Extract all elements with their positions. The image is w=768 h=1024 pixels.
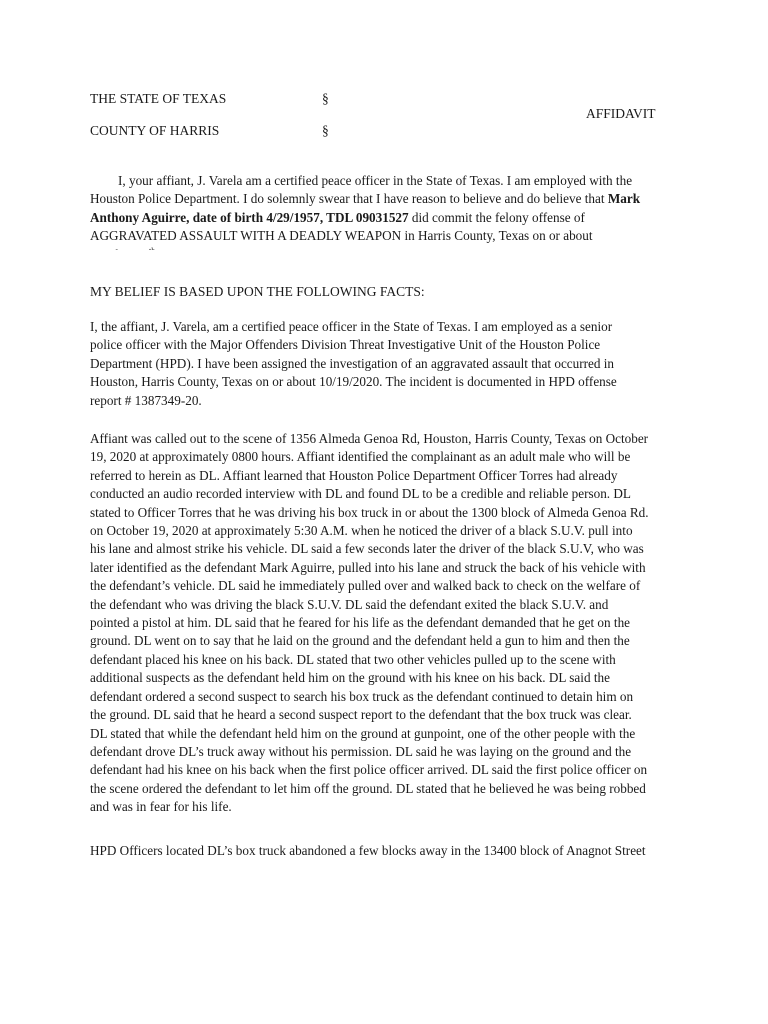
paragraph-line: later identified as the defendant Mark Aguirre, pulled into his lane and struck the back of his vehicle with [90,559,646,575]
intro-line [90,209,682,227]
intro-text: did commit the felony offense of [408,209,585,225]
section-mark-1: § [322,91,329,106]
paragraph-line: DL stated that while the defendant held him on the ground at gunpoint, one of the other people with the [90,725,636,741]
caption-state: THE STATE OF TEXAS [90,91,227,106]
intro-line: AGGRAVATED ASSAULT WITH A DEADLY WEAPON in Harris County, Texas on or about [90,228,593,244]
intro-line [90,190,682,208]
paragraph-line: defendant had his knee on his back when the first police officer arrived. DL said the first police officer on [90,762,648,778]
paragraph-line: the defendant who was driving the black S.U.V. DL said the defendant exited the black S.U.V. and [90,596,609,612]
paragraph-line: defendant drove DL’s truck away without his permission. DL said he was laying on the ground and the [90,743,632,759]
facts-paragraph-2 [90,430,682,817]
paragraph-line: the ground. DL said that he heard a second suspect report to the defendant that the box truck was clear. [90,707,632,723]
paragraph-line: defendant ordered a second suspect to search his box truck as the defendant continued to detain him on [90,688,634,704]
paragraph-line: I, the affiant, J. Varela, am a certified peace officer in the State of Texas. I am employed as a senior [90,319,613,334]
document-title: AFFIDAVIT [586,106,656,121]
paragraph-line: conducted an audio recorded interview with DL and found DL to be a credible and reliable person. DL [90,486,631,502]
paragraph-line: report # 1387349-20. [90,392,202,408]
intro-text: Houston Police Department. I do solemnly swear that I have reason to believe and do believe that [90,191,608,207]
paragraph-line: defendant placed his knee on his back. DL stated that two other vehicles pulled up to the scene with [90,651,616,667]
paragraph-line: pointed a pistol at him. DL said that he feared for his life as the defendant demanded that he get on the [90,615,631,631]
paragraph-line: and was in fear for his life. [90,799,232,815]
section-mark-2: § [322,123,329,138]
paragraph-line: HPD Officers located DL’s box truck abandoned a few blocks away in the 13400 block of Anagnot Street [90,843,646,858]
caption-county: COUNTY OF HARRIS [90,123,220,138]
paragraph-line: referred to herein as DL. Affiant learned that Houston Police Department Officer Torres had already [90,467,618,483]
defendant-details-bold: Anthony Aguirre, date of birth 4/29/1957, TDL 09031527 [90,209,409,225]
paragraph-line: Department (HPD). I have been assigned the investigation of an aggravated assault that occurred in [90,355,615,371]
defendant-name-bold: Mark [607,191,641,207]
paragraph-line: 19, 2020 at approximately 0800 hours. Affiant identified the complainant as an adult male who will be [90,449,631,465]
paragraph-line: on October 19, 2020 at approximately 5:30 A.M. when he noticed the driver of a black S.U.V. pull into [90,523,633,539]
paragraph-line: police officer with the Major Offenders Division Threat Investigative Unit of the Houston Police [90,337,601,353]
paragraph-line: additional suspects as the defendant held him on the ground with his knee on his back. DL said the [90,670,610,686]
paragraph-line: Houston, Harris County, Texas on or about 10/19/2020. The incident is documented in HPD offense [90,374,617,390]
intro-line: I, your affiant, J. Varela am a certified peace officer in the State of Texas. I am employed with the [118,173,633,188]
scan-clip [0,250,768,262]
paragraph-line: the defendant’s vehicle. DL said he immediately pulled over and walked back to check on the welfare of [90,578,641,594]
paragraph-line: the scene ordered the defendant to let him off the ground. DL stated that he believed he was being robbed [90,780,646,796]
facts-heading: MY BELIEF IS BASED UPON THE FOLLOWING FACTS: [90,284,425,299]
paragraph-line: ground. DL went on to say that he laid on the ground and the defendant held a gun to him and then the [90,633,630,649]
paragraph-line: his lane and almost strike his vehicle. DL said a few seconds later the driver of the black S.U.V, who was [90,541,644,557]
facts-paragraph-3 [90,842,682,860]
paragraph-line: stated to Officer Torres that he was driving his box truck in or about the 1300 block of Almeda Genoa Rd. [90,504,649,520]
paragraph-line: Affiant was called out to the scene of 1356 Almeda Genoa Rd, Houston, Harris County, Texas on October [90,431,649,446]
facts-paragraph-1 [90,318,682,410]
